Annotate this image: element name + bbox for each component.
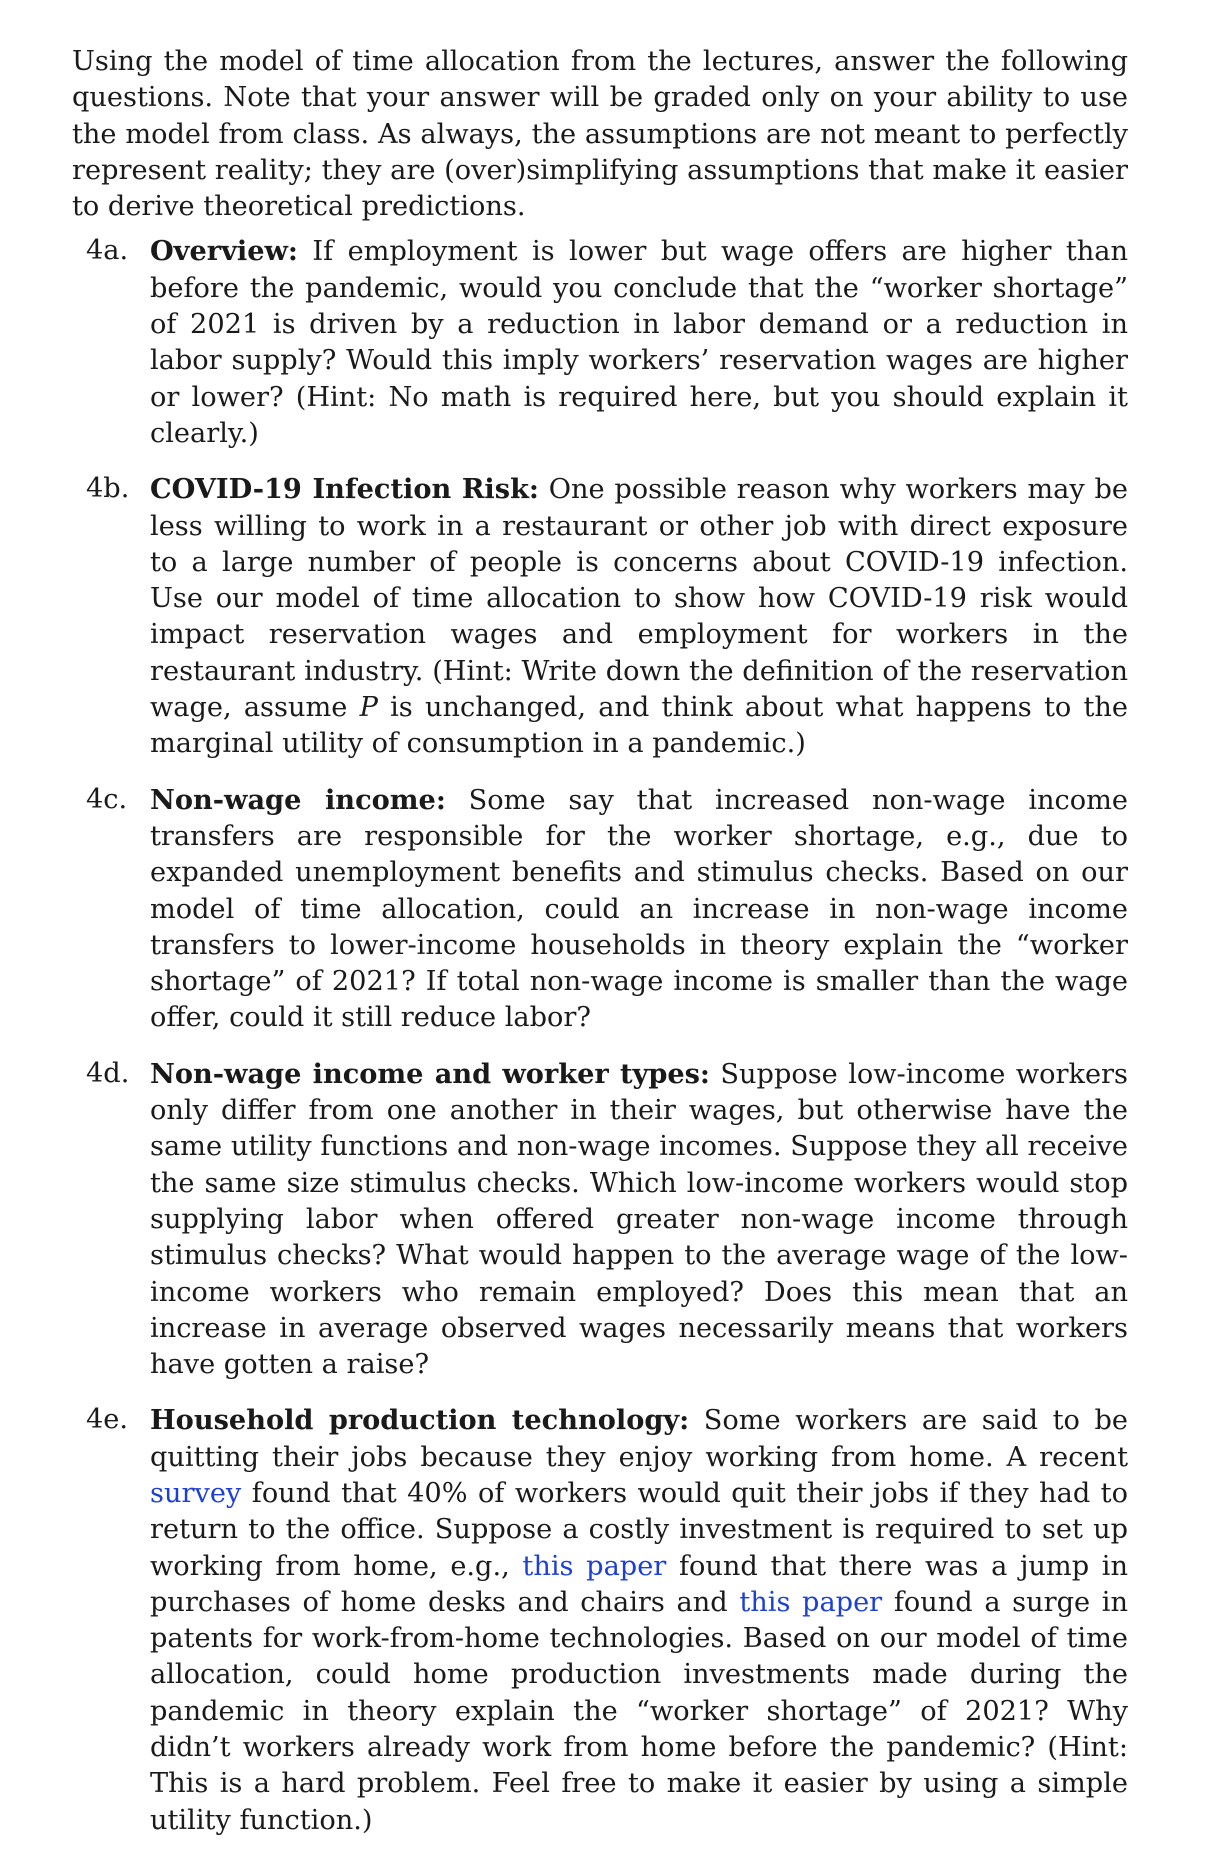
question-text-part: One possible reason why workers may be less willing to work in a restaurant or other job with direct exposure to a large number of people is concerns about COVID-19 infection. Use our model of time allocation to show how COVID-19 risk would impact reservation wages and employment for workers in the restaurant industry. (Hint: Write down the definition of the reservation wage, assume <box>150 474 1128 724</box>
question-text-part: is unchanged, and think about what happens to the marginal utility of consumption in a pandemic.) <box>150 692 1128 760</box>
intro-paragraph: Using the model of time allocation from the lectures, answer the following questions. Note that your answer will be graded only on your ability to use the model from class. As always, the assumptions are not meant to perfectly represent reality; they are (over)simplifying assumptions that make it easier to derive theoretical predictions. <box>72 46 1128 223</box>
question-4c <box>86 782 1128 1037</box>
paper-link-furniture[interactable]: this paper <box>522 1550 667 1582</box>
question-4b <box>86 471 1128 762</box>
question-number: 4d. <box>86 1057 130 1089</box>
question-text-part: found that there was a jump in purchases of home desks and chairs and <box>150 1550 1128 1618</box>
question-text-part: Some workers are said to be quitting their jobs because they enjoy working from home. A recent <box>150 1405 1128 1473</box>
question-number: 4a. <box>86 235 129 267</box>
question-text-part: found a surge in patents for work-from-home technologies. Based on our model of time allocation, could home production investments made during the pandemic in theory explain the “worker shortage” of 2021? Why didn’t workers already work from home before the pandemic? (Hint: This is a hard problem. Feel free to make it easier by using a simple utility function.) <box>150 1586 1128 1836</box>
question-heading: Non-wage income and worker types: <box>150 1057 710 1090</box>
question-number: 4e. <box>86 1404 129 1436</box>
question-text: If employment is lower but wage offers are higher than before the pandemic, would you conclude that the “worker shortage” of 2021 is driven by a reduction in labor demand or a reduction in labor supply? Would this imply workers’ reservation wages are higher or lower? (Hint: No math is required here, but you should explain it clearly.) <box>150 236 1128 449</box>
question-text: Suppose low-income workers only differ from one another in their wages, but otherwise have the same utility functions and non-wage incomes. Suppose they all receive the same size stimulus checks. Which low-income workers would stop supplying labor when offered greater non-wage income through stimulus checks? What would happen to the average wage of the low-income workers who remain employed? Does this mean that an increase in average observed wages necessarily means that workers have gotten a raise? <box>150 1058 1128 1381</box>
question-4e <box>86 1402 1128 1839</box>
question-number: 4c. <box>86 783 128 815</box>
survey-link[interactable]: survey <box>150 1477 242 1509</box>
question-heading: Non-wage income: <box>150 783 446 816</box>
question-heading: COVID-19 Infection Risk: <box>150 473 539 506</box>
assignment-page <box>72 44 1128 1858</box>
question-text: Some say that increased non-wage income transfers are responsible for the worker shortage, e.g., due to expanded unemployment benefits and stimulus checks. Based on our model of time allocation, could an increase in non-wage income transfers to lower-income households in theory explain the “worker shortage” of 2021? If total non-wage income is smaller than the wage offer, could it still reduce labor? <box>150 784 1128 1034</box>
variable-p: P <box>359 692 378 724</box>
question-4a <box>86 233 1128 452</box>
paper-link-patents[interactable]: this paper <box>739 1586 883 1618</box>
question-number: 4b. <box>86 473 130 505</box>
question-4d <box>86 1056 1128 1384</box>
question-text-part: found that 40% of workers would quit their jobs if they had to return to the office. Suppose a costly investment is required to set up working from home, e.g., <box>150 1477 1128 1582</box>
question-heading: Household production technology: <box>150 1404 690 1437</box>
question-heading: Overview: <box>150 235 298 268</box>
